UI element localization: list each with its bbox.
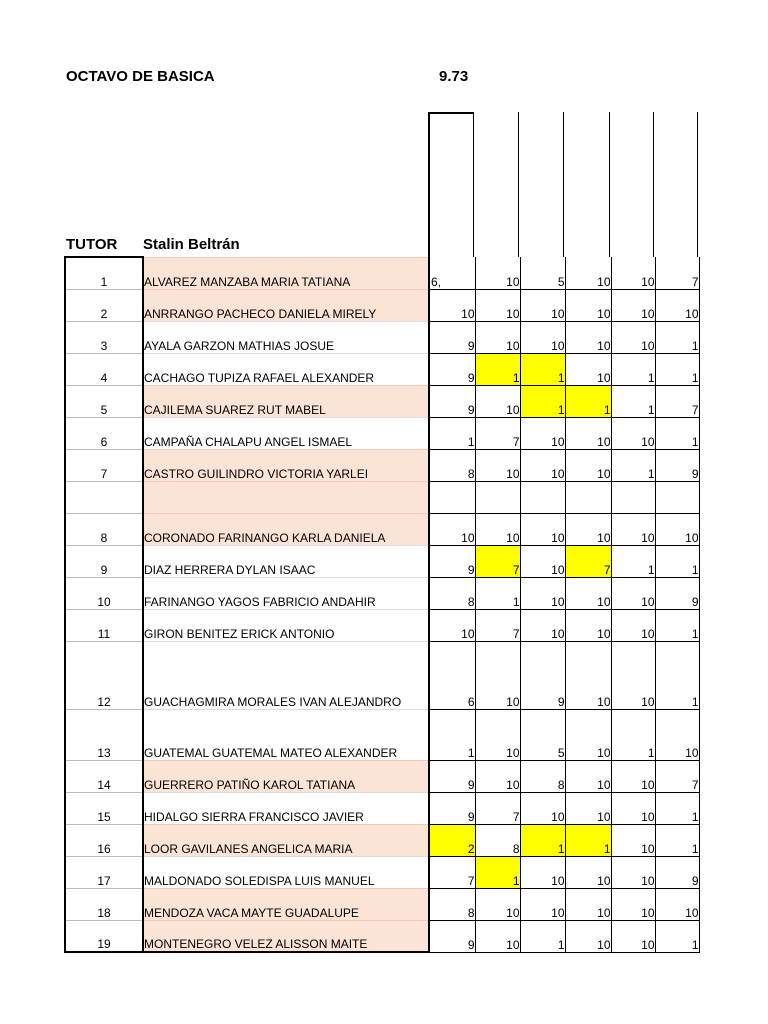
score-cell: 9 — [429, 321, 475, 353]
score-cell: 10 — [520, 449, 565, 481]
score-cell: 1 — [475, 577, 520, 609]
student-name: GIRON BENITEZ ERICK ANTONIO — [143, 609, 429, 641]
column-header-2 — [474, 112, 519, 257]
student-name: HIDALGO SIERRA FRANCISCO JAVIER — [143, 792, 429, 824]
row-number: 1 — [65, 257, 143, 289]
table-row — [65, 481, 699, 513]
score-cell: 5 — [520, 709, 565, 760]
student-name: CAJILEMA SUAREZ RUT MABEL — [143, 385, 429, 417]
score-cell: 10 — [565, 289, 611, 321]
row-number: 7 — [65, 449, 143, 481]
student-name: ANRRANGO PACHECO DANIELA MIRELY — [143, 289, 429, 321]
score-cell: 10 — [565, 577, 611, 609]
row-number: 14 — [65, 760, 143, 792]
score-cell: 10 — [520, 417, 565, 449]
score-cell: 10 — [611, 417, 655, 449]
score-cell: 10 — [475, 321, 520, 353]
score-cell: 10 — [655, 888, 699, 920]
table-row — [65, 417, 699, 449]
score-cell: 7 — [655, 760, 699, 792]
score-cell: 10 — [475, 920, 520, 952]
score-cell: 1 — [655, 353, 699, 385]
grade-title: OCTAVO DE BASICA — [66, 68, 215, 85]
student-name: DIAZ HERRERA DYLAN ISAAC — [143, 545, 429, 577]
score-cell: 7 — [655, 385, 699, 417]
table-row — [65, 321, 699, 353]
score-cell: 8 — [429, 449, 475, 481]
score-cell: 10 — [611, 760, 655, 792]
score-cell: 1 — [565, 385, 611, 417]
column-header-5 — [610, 112, 654, 257]
student-name: CASTRO GUILINDRO VICTORIA YARLEI — [143, 449, 429, 481]
score-value: 9.73 — [439, 68, 469, 85]
row-number: 10 — [65, 577, 143, 609]
score-cell: 9 — [429, 353, 475, 385]
row-number: 8 — [65, 513, 143, 545]
row-number: 16 — [65, 824, 143, 856]
row-number: 17 — [65, 856, 143, 888]
score-cell: 1 — [520, 824, 565, 856]
row-number: 19 — [65, 920, 143, 952]
score-cell: 1 — [655, 824, 699, 856]
score-cell: 1 — [655, 321, 699, 353]
student-name: AYALA GARZON MATHIAS JOSUE — [143, 321, 429, 353]
score-cell: 7 — [475, 609, 520, 641]
student-name: LOOR GAVILANES ANGELICA MARIA — [143, 824, 429, 856]
score-cell: 10 — [475, 257, 520, 289]
table-row — [65, 760, 699, 792]
score-cell: 10 — [611, 321, 655, 353]
score-cell: 10 — [429, 513, 475, 545]
table-row — [65, 577, 699, 609]
score-cell: 10 — [565, 856, 611, 888]
score-cell: 9 — [655, 449, 699, 481]
score-cell: 10 — [655, 289, 699, 321]
score-cell: 1 — [611, 709, 655, 760]
student-name: MENDOZA VACA MAYTE GUADALUPE — [143, 888, 429, 920]
table-row — [65, 449, 699, 481]
row-number: 9 — [65, 545, 143, 577]
score-cell: 10 — [565, 417, 611, 449]
score-cell: 2 — [429, 824, 475, 856]
score-cell: 1 — [520, 385, 565, 417]
score-cell: 10 — [611, 856, 655, 888]
student-name: MALDONADO SOLEDISPA LUIS MANUEL — [143, 856, 429, 888]
score-cell: 10 — [611, 792, 655, 824]
score-cell: 1 — [655, 920, 699, 952]
score-cell: 10 — [565, 888, 611, 920]
score-cell: 1 — [611, 545, 655, 577]
table-row — [65, 289, 699, 321]
score-cell — [655, 481, 699, 513]
table-row — [65, 385, 699, 417]
score-cell: 10 — [565, 760, 611, 792]
score-cell: 7 — [475, 792, 520, 824]
score-cell: 10 — [565, 920, 611, 952]
score-cell: 10 — [565, 321, 611, 353]
score-cell: 9 — [429, 385, 475, 417]
row-number: 18 — [65, 888, 143, 920]
score-cell: 9 — [429, 760, 475, 792]
score-cell: 10 — [520, 289, 565, 321]
score-cell: 1 — [655, 609, 699, 641]
score-cell: 10 — [611, 920, 655, 952]
row-number: 6 — [65, 417, 143, 449]
score-cell: 1 — [655, 641, 699, 709]
table-row — [65, 257, 699, 289]
row-number: 15 — [65, 792, 143, 824]
score-cell: 7 — [565, 545, 611, 577]
row-number: 13 — [65, 709, 143, 760]
score-cell: 1 — [655, 545, 699, 577]
student-name: ALVAREZ MANZABA MARIA TATIANA — [143, 257, 429, 289]
score-cell: 10 — [520, 856, 565, 888]
tutor-name: Stalin Beltrán — [143, 236, 240, 253]
score-cell: 10 — [655, 513, 699, 545]
score-cell: 1 — [520, 353, 565, 385]
table-row — [65, 920, 699, 952]
table-row — [65, 353, 699, 385]
score-cell: 10 — [565, 609, 611, 641]
grades-table — [64, 256, 700, 953]
student-name: GUATEMAL GUATEMAL MATEO ALEXANDER — [143, 709, 429, 760]
score-cell: 6, — [429, 257, 475, 289]
score-cell: 8 — [475, 824, 520, 856]
score-cell: 10 — [475, 289, 520, 321]
score-cell: 7 — [429, 856, 475, 888]
score-cell: 1 — [520, 920, 565, 952]
score-cell: 8 — [520, 760, 565, 792]
row-number: 12 — [65, 641, 143, 709]
score-cell — [520, 481, 565, 513]
score-cell: 10 — [475, 449, 520, 481]
score-cell: 10 — [565, 513, 611, 545]
score-cell: 10 — [611, 609, 655, 641]
row-number: 4 — [65, 353, 143, 385]
column-header-4 — [564, 112, 610, 257]
score-cell: 10 — [475, 888, 520, 920]
score-cell: 1 — [655, 792, 699, 824]
table-row — [65, 641, 699, 709]
score-cell: 6 — [429, 641, 475, 709]
score-cell — [611, 481, 655, 513]
table-row — [65, 709, 699, 760]
table-row — [65, 824, 699, 856]
score-cell: 10 — [520, 609, 565, 641]
score-cell: 10 — [520, 577, 565, 609]
score-cell: 10 — [565, 709, 611, 760]
table-row — [65, 856, 699, 888]
student-name: GUERRERO PATIÑO KAROL TATIANA — [143, 760, 429, 792]
score-cell: 10 — [475, 760, 520, 792]
score-cell: 10 — [520, 792, 565, 824]
score-cell: 10 — [565, 353, 611, 385]
row-number: 5 — [65, 385, 143, 417]
score-cell: 7 — [475, 417, 520, 449]
score-cell — [565, 481, 611, 513]
row-number: 2 — [65, 289, 143, 321]
score-cell: 10 — [565, 792, 611, 824]
column-header-6 — [654, 112, 698, 257]
score-cell: 1 — [611, 353, 655, 385]
student-name: CACHAGO TUPIZA RAFAEL ALEXANDER — [143, 353, 429, 385]
student-name: FARINANGO YAGOS FABRICIO ANDAHIR — [143, 577, 429, 609]
score-cell: 1 — [565, 824, 611, 856]
student-name — [143, 481, 429, 513]
score-cell: 10 — [655, 709, 699, 760]
table-row — [65, 888, 699, 920]
score-cell — [475, 481, 520, 513]
row-number — [65, 481, 143, 513]
score-cell: 9 — [429, 792, 475, 824]
tutor-label: TUTOR — [66, 236, 118, 253]
score-cell: 10 — [520, 321, 565, 353]
score-cell: 10 — [429, 609, 475, 641]
score-cell: 1 — [475, 353, 520, 385]
score-cell: 1 — [475, 856, 520, 888]
row-number: 11 — [65, 609, 143, 641]
score-cell: 10 — [520, 888, 565, 920]
column-header-1 — [428, 112, 474, 257]
score-cell: 10 — [611, 513, 655, 545]
score-cell: 10 — [475, 641, 520, 709]
score-cell: 10 — [520, 513, 565, 545]
score-cell: 10 — [565, 641, 611, 709]
score-cell: 9 — [429, 920, 475, 952]
score-cell: 1 — [655, 417, 699, 449]
table-row — [65, 513, 699, 545]
score-cell: 10 — [565, 449, 611, 481]
score-cell: 10 — [475, 709, 520, 760]
score-cell: 1 — [429, 417, 475, 449]
student-name: MONTENEGRO VELEZ ALISSON MAITE — [143, 920, 429, 952]
score-cell: 8 — [429, 888, 475, 920]
row-number: 3 — [65, 321, 143, 353]
student-name: GUACHAGMIRA MORALES IVAN ALEJANDRO — [143, 641, 429, 709]
score-cell: 9 — [655, 577, 699, 609]
score-cell: 10 — [611, 257, 655, 289]
column-header-3 — [519, 112, 564, 257]
score-cell: 10 — [475, 513, 520, 545]
score-cell: 7 — [655, 257, 699, 289]
student-name: CAMPAÑA CHALAPU ANGEL ISMAEL — [143, 417, 429, 449]
score-cell: 10 — [520, 545, 565, 577]
score-cell: 9 — [429, 545, 475, 577]
score-cell: 10 — [611, 641, 655, 709]
table-row — [65, 609, 699, 641]
score-cell: 10 — [611, 289, 655, 321]
score-cell: 10 — [611, 824, 655, 856]
student-name: CORONADO FARINANGO KARLA DANIELA — [143, 513, 429, 545]
score-cell: 10 — [611, 577, 655, 609]
score-cell: 10 — [475, 385, 520, 417]
score-cell: 1 — [611, 449, 655, 481]
column-header-row — [428, 112, 698, 257]
score-cell: 1 — [429, 709, 475, 760]
score-cell: 9 — [655, 856, 699, 888]
table-row — [65, 792, 699, 824]
score-cell — [429, 481, 475, 513]
score-cell: 7 — [475, 545, 520, 577]
score-cell: 1 — [611, 385, 655, 417]
score-cell: 5 — [520, 257, 565, 289]
score-cell: 8 — [429, 577, 475, 609]
score-cell: 10 — [429, 289, 475, 321]
score-cell: 9 — [520, 641, 565, 709]
table-row — [65, 545, 699, 577]
score-cell: 10 — [565, 257, 611, 289]
score-cell: 10 — [611, 888, 655, 920]
